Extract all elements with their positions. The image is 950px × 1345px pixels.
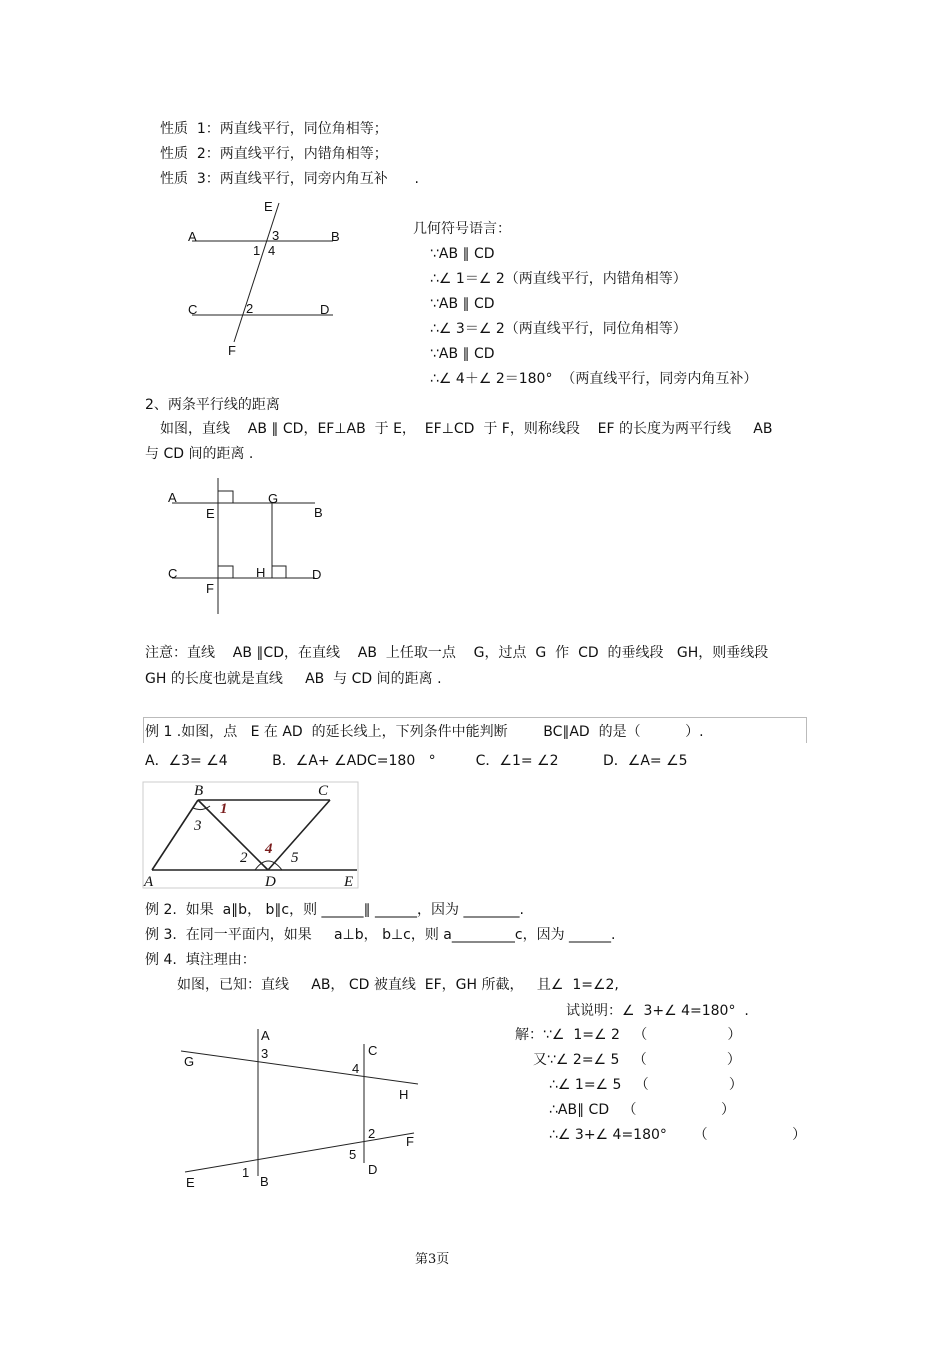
example-1-question: 例 1 .如图，点 E 在 AD 的延长线上，下列条件中能判断 BC∥AD 的是（ ）.: [145, 724, 704, 740]
fig2-label-B: B: [314, 505, 323, 520]
fig2-label-G: G: [268, 491, 279, 506]
fig4-label-2: 2: [368, 1126, 376, 1141]
symbolic-line-2: ∴∠ 1＝∠ 2（两直线平行，内错角相等）: [430, 271, 687, 287]
fig1-label-D: D: [320, 302, 330, 317]
fig3-label-4: 4: [265, 841, 273, 857]
section-2-heading: 2、两条平行线的距离: [145, 397, 280, 413]
fig4-label-A: A: [261, 1028, 270, 1043]
fig3-label-E: E: [344, 874, 354, 890]
example-1-options: A．∠3= ∠4 B．∠A+ ∠ADC=180 ° C．∠1= ∠2 D．∠A= ∠5: [145, 753, 688, 769]
fig1-label-B: B: [331, 229, 340, 244]
fig3-label-2: 2: [240, 850, 248, 866]
fig4-label-4: 4: [352, 1061, 360, 1076]
fig4-label-D: D: [368, 1162, 378, 1177]
fig1-label-4: 4: [268, 243, 276, 258]
fig4-label-G: G: [184, 1054, 195, 1069]
fig2-label-E: E: [206, 506, 215, 521]
fig1-label-3: 3: [272, 228, 280, 243]
fig1-label-F: F: [228, 343, 236, 358]
example-4-given: 如图，已知：直线 AB， CD 被直线 EF，GH 所截， 且∠ 1=∠2,: [177, 977, 619, 993]
fig3-label-D: D: [265, 874, 276, 890]
fig2-label-F: F: [206, 581, 214, 596]
fig1-label-E: E: [264, 199, 273, 214]
property-2: 性质 2：两直线平行，内错角相等；: [160, 146, 388, 162]
fig1-label-1: 1: [253, 243, 261, 258]
fig3-label-A: A: [144, 874, 154, 890]
fig4-label-E: E: [186, 1175, 195, 1190]
example-2: 例 2. 如果 a∥b， b∥c，则 ______∥ ______，因为 ________.: [145, 902, 524, 918]
fig4-label-H: H: [399, 1087, 409, 1102]
fig3-label-1: 1: [220, 801, 228, 817]
section-2-para-line-1: 如图，直线 AB ∥ CD，EF⊥AB 于 E， EF⊥CD 于 F，则称线段 EF 的长度为两平行线 AB: [160, 421, 773, 437]
fig1-label-C: C: [188, 302, 198, 317]
property-1: 性质 1：两直线平行，同位角相等；: [160, 121, 388, 137]
symbolic-line-5: ∵AB ∥ CD: [430, 346, 495, 362]
fig4-label-3: 3: [261, 1046, 269, 1061]
fig4-label-B: B: [260, 1174, 269, 1189]
fig2-label-A: A: [168, 490, 177, 505]
note-line-1: 注意：直线 AB ∥CD，在直线 AB 上任取一点 G，过点 G 作 CD 的垂线段 GH，则垂线段: [145, 645, 769, 661]
section-2-para-line-2: 与 CD 间的距离 .: [145, 446, 254, 462]
property-3: 性质 3：两直线平行，同旁内角互补 .: [160, 171, 419, 187]
symbolic-line-6: ∴∠ 4＋∠ 2＝180° （两直线平行，同旁内角互补）: [430, 371, 758, 387]
fig2-label-D: D: [312, 567, 322, 582]
fig1-label-2: 2: [246, 301, 254, 316]
fig3-label-B: B: [194, 783, 204, 799]
page-number: 第3页: [415, 1252, 450, 1267]
fig3-label-C: C: [318, 783, 329, 799]
symbolic-title: 几何符号语言：: [413, 221, 511, 237]
symbolic-line-3: ∵AB ∥ CD: [430, 296, 495, 312]
example-4-step-1: 解：∵∠ 1=∠ 2 （ ）: [515, 1027, 742, 1043]
example-4-heading: 例 4. 填注理由：: [145, 952, 256, 968]
symbolic-line-1: ∵AB ∥ CD: [430, 246, 495, 262]
note-line-2: GH 的长度也就是直线 AB 与 CD 间的距离 .: [145, 671, 442, 687]
fig4-label-F: F: [406, 1134, 414, 1149]
symbolic-line-4: ∴∠ 3＝∠ 2（两直线平行，同位角相等）: [430, 321, 687, 337]
fig4-label-5: 5: [349, 1147, 357, 1162]
fig1-label-A: A: [188, 229, 197, 244]
fig2-label-C: C: [168, 566, 178, 581]
example-4-step-3: ∴∠ 1=∠ 5 （ ）: [549, 1077, 743, 1093]
example-4-prove: 试说明：∠ 3+∠ 4=180° .: [566, 1003, 749, 1019]
example-4-step-4: ∴AB∥ CD （ ）: [549, 1102, 735, 1118]
example-4-step-2: 又∵∠ 2=∠ 5 （ ）: [533, 1052, 741, 1068]
fig3-label-3: 3: [194, 818, 202, 834]
fig3-label-5: 5: [291, 850, 299, 866]
fig2-label-H: H: [256, 565, 266, 580]
example-4-step-5: ∴∠ 3+∠ 4=180° （ ）: [549, 1127, 807, 1143]
fig4-label-C: C: [368, 1043, 378, 1058]
example-3: 例 3. 在同一平面内，如果 a⊥b， b⊥c，则 a_________c，因为 ______.: [145, 927, 616, 943]
fig4-label-1: 1: [242, 1165, 250, 1180]
